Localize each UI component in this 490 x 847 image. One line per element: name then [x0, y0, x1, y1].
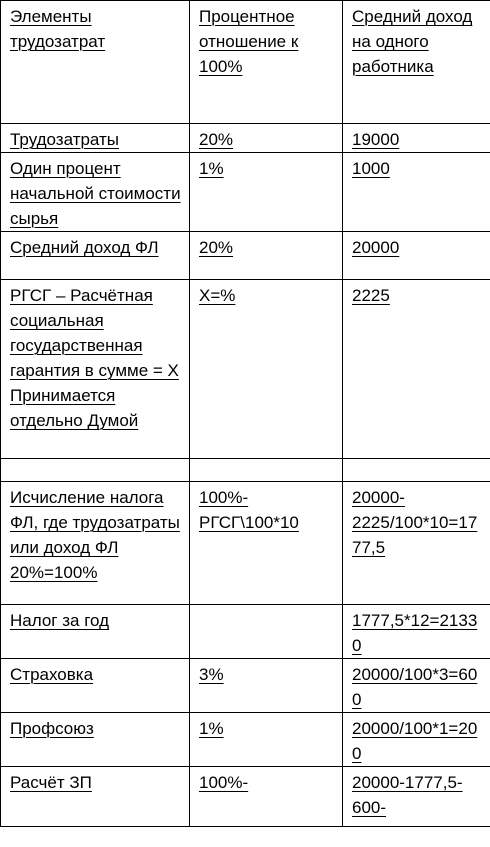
table-cell: 20000 [343, 232, 490, 280]
table-cell: 100%-РГСГ\100*10 [190, 482, 343, 605]
table-cell: 20000-1777,5-600- [343, 767, 490, 827]
table-cell: Средний доход ФЛ [1, 232, 190, 280]
table-row [1, 767, 490, 827]
table-cell: 20000/100*3=600 [343, 659, 490, 713]
table-cell: 1777,5*12=21330 [343, 605, 490, 659]
table-row [1, 713, 490, 767]
table-cell: Трудозатраты [1, 124, 190, 153]
table-cell [190, 605, 343, 659]
table-cell [343, 459, 490, 482]
table-cell: 1% [190, 713, 343, 767]
table-cell: 1% [190, 153, 343, 232]
header-cell-elements: Элементы трудозатрат [1, 1, 190, 124]
table-row [1, 605, 490, 659]
table-cell: РГСГ – Расчётная социальная государственная гарантия в сумме = Х Принимается отдельно Думой [1, 280, 190, 459]
table-cell: Профсоюз [1, 713, 190, 767]
table-row-empty [1, 459, 490, 482]
header-cell-percent: Процентное отношение к 100% [190, 1, 343, 124]
table-cell: Исчисление налога ФЛ, где трудозатраты или доход ФЛ 20%=100% [1, 482, 190, 605]
table-cell: Страховка [1, 659, 190, 713]
table-row [1, 153, 490, 232]
table-cell: 3% [190, 659, 343, 713]
table-row [1, 232, 490, 280]
table-cell: 20000-2225/100*10=1777,5 [343, 482, 490, 605]
table-cell: 100%- [190, 767, 343, 827]
table-cell: Х=% [190, 280, 343, 459]
table-cell: 1000 [343, 153, 490, 232]
table-header-row [1, 1, 490, 124]
table-row [1, 659, 490, 713]
table-row [1, 482, 490, 605]
table-cell: 20000/100*1=200 [343, 713, 490, 767]
table-cell: Один процент начальной стоимости сырья [1, 153, 190, 232]
table-cell: 20% [190, 232, 343, 280]
table-cell: 20% [190, 124, 343, 153]
table-row [1, 280, 490, 459]
table-cell: Налог за год [1, 605, 190, 659]
table-cell [1, 459, 190, 482]
table-row [1, 124, 490, 153]
table-cell: 2225 [343, 280, 490, 459]
header-cell-avg-income: Средний доход на одного работника [343, 1, 490, 124]
table-cell [190, 459, 343, 482]
table-cell: Расчёт ЗП [1, 767, 190, 827]
table-cell: 19000 [343, 124, 490, 153]
